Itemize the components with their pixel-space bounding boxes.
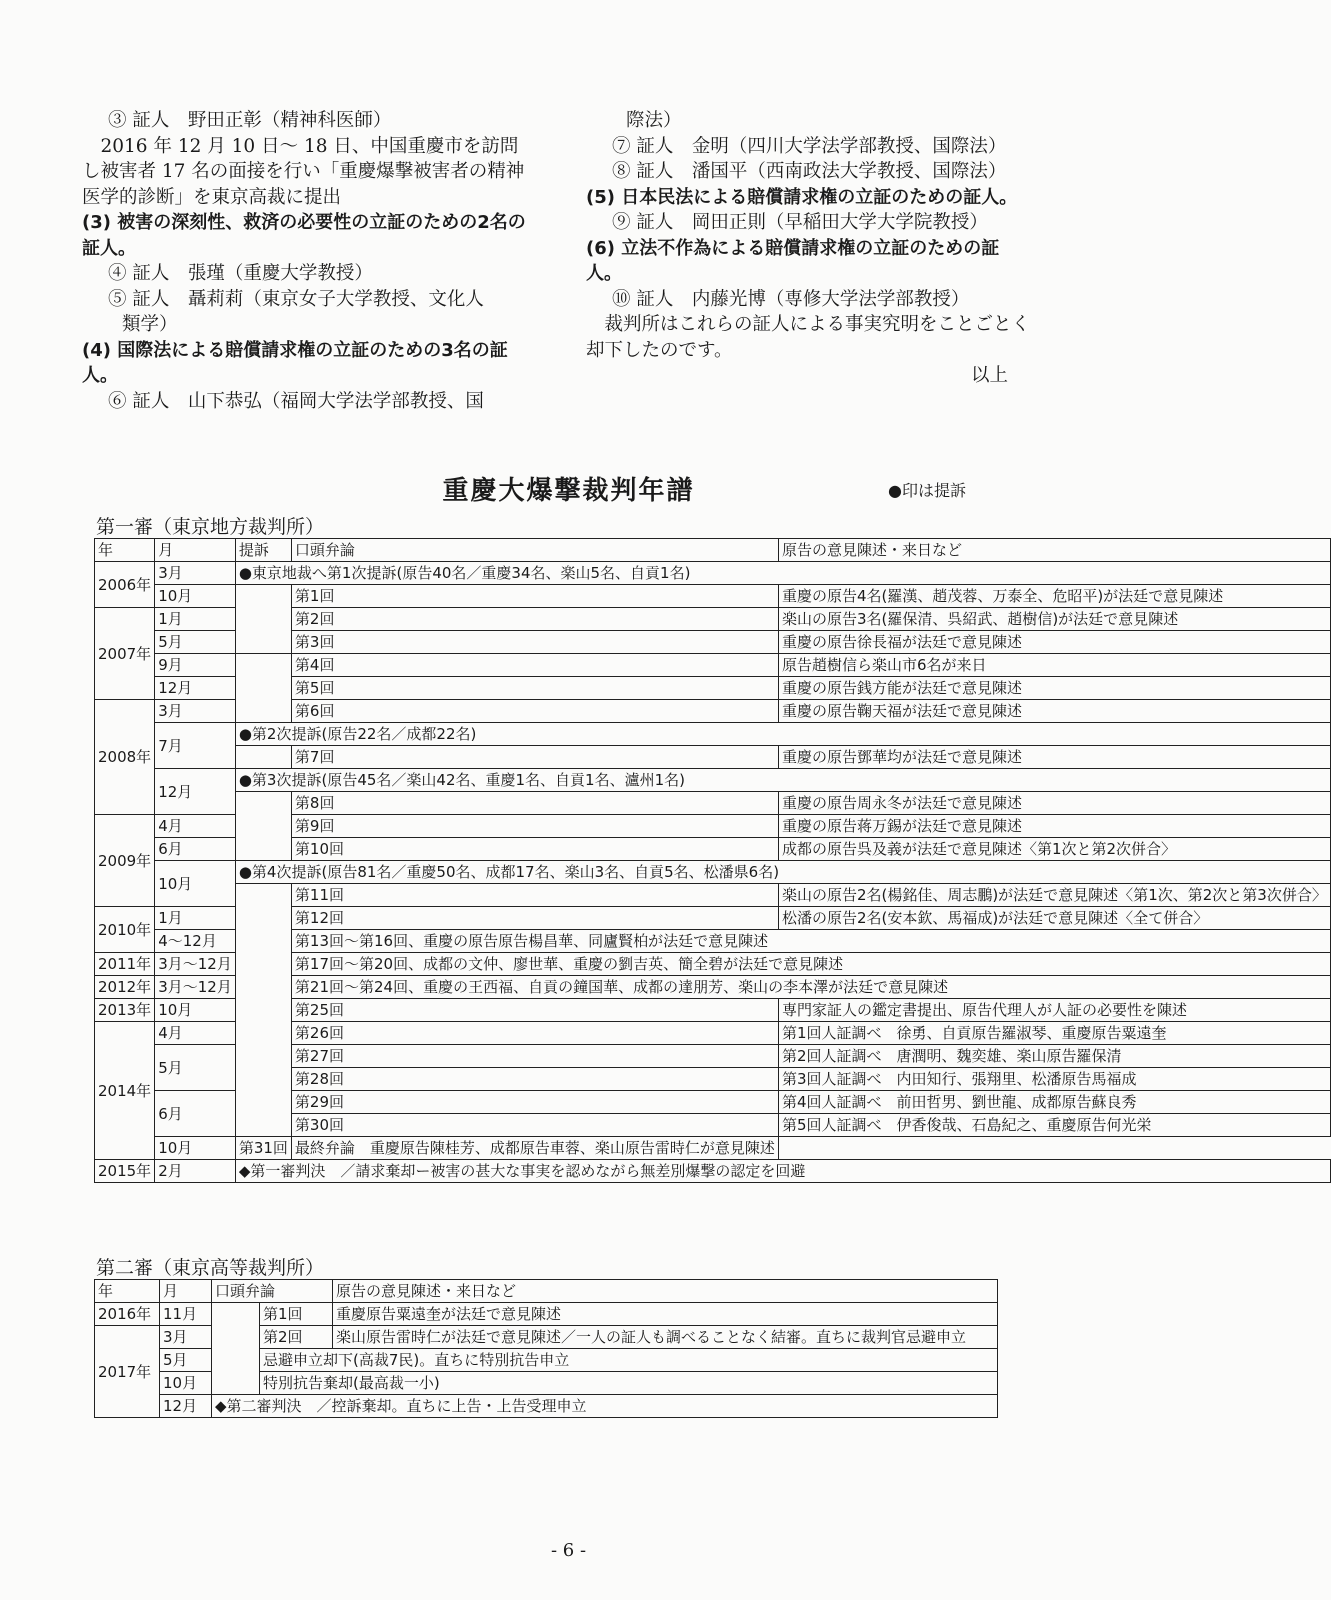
table-cell: 10月 [155, 1137, 236, 1160]
table-cell: ●東京地裁へ第1次提訴(原告40名／重慶34名、楽山5名、自貢1名) [235, 562, 1330, 585]
table-cell: 2016年 [95, 1303, 160, 1326]
second-trial-table [94, 1279, 998, 1418]
table-cell: 3月 [155, 562, 236, 585]
table-cell: 2008年 [95, 700, 155, 815]
table-row [95, 539, 1331, 562]
paragraph: 2016 年 12 月 10 日～ 18 日、中国重慶市を訪問し被害者 17 名の面接を行い「重慶爆撃被害者の精神医学的診断」を東京高裁に提出 [82, 135, 525, 208]
table-cell: ●第3次提訴(原告45名／楽山42名、重慶1名、自貢1名、瀘州1名) [235, 769, 1330, 792]
table-cell: 専門家証人の鑑定書提出、原告代理人が人証の必要性を陳述 [778, 999, 1330, 1022]
table-cell: 月 [160, 1280, 212, 1303]
table-cell: 忌避申立却下(高裁7民)。直ちに特別抗告申立 [260, 1349, 998, 1372]
paragraph: ④ 証人 張瑾（重慶大学教授） [108, 263, 373, 284]
table-cell: 第9回 [291, 815, 778, 838]
table-cell: 6月 [155, 838, 236, 861]
table-cell [235, 792, 291, 861]
paragraph: ⑨ 証人 岡田正則（早稲田大学大学院教授） [612, 212, 988, 233]
table-cell: 第2回 [260, 1326, 333, 1349]
table-row [95, 769, 1331, 792]
table-cell: 第5回人証調べ 伊香俊哉、石島紀之、重慶原告何光栄 [778, 1114, 1330, 1137]
table-cell: 第17回～第20回、成都の文仲、廖世華、重慶の劉吉英、簡全碧が法廷で意見陳述 [291, 953, 1330, 976]
table-cell: 1月 [155, 907, 236, 930]
table-cell: 重慶の原告周永冬が法廷で意見陳述 [778, 792, 1330, 815]
table-cell: ●第2次提訴(原告22名／成都22名) [235, 723, 1330, 746]
table-row [95, 861, 1331, 884]
table-cell: 2011年 [95, 953, 155, 976]
table-cell [212, 1303, 260, 1395]
table-cell: 10月 [155, 861, 236, 907]
paragraph: 以上 [970, 365, 1008, 386]
table-cell: 重慶の原告鄧華均が法廷で意見陳述 [778, 746, 1330, 769]
table-cell: 第4回人証調べ 前田哲男、劉世龍、成都原告蘇良秀 [778, 1091, 1330, 1114]
paragraph: 類学） [122, 314, 178, 335]
table-cell: 口頭弁論 [212, 1280, 333, 1303]
table-cell: 12月 [155, 769, 236, 815]
paragraph: ⑩ 証人 内藤光博（専修大学法学部教授） [612, 288, 970, 310]
table-cell: 10月 [155, 999, 236, 1022]
table-cell: 第10回 [291, 838, 778, 861]
paragraph: (3) 被害の深刻性、救済の必要性の立証のための2名の証人。 [82, 212, 526, 259]
table-cell: 口頭弁論 [291, 539, 778, 562]
chronology-title: 重慶大爆撃裁判年譜 [442, 476, 695, 506]
first-trial-table [94, 538, 1331, 1183]
table-cell: 10月 [160, 1372, 212, 1395]
paragraph: ⑤ 証人 聶莉莉（東京女子大学教授、文化人 [108, 288, 484, 310]
table-cell [235, 746, 291, 769]
paragraph: ⑥ 証人 山下恭弘（福岡大学法学部教授、国 [108, 390, 484, 412]
left-column [82, 108, 528, 414]
table-cell: 第28回 [291, 1068, 778, 1091]
table-cell: 3月～12月 [155, 976, 236, 999]
table-cell: 最終弁論 重慶原告陳桂芳、成都原告車蓉、楽山原告雷時仁が意見陳述 [291, 1137, 778, 1160]
table-cell: 2006年 [95, 562, 155, 608]
table-cell: 提訴 [235, 539, 291, 562]
table-cell: 12月 [155, 677, 236, 700]
table-cell: 第4回 [291, 654, 778, 677]
table-cell: 5月 [155, 1045, 236, 1091]
table-row [95, 654, 1331, 677]
table-cell: 特別抗告棄却(最高裁一小) [260, 1372, 998, 1395]
table-cell: 2月 [155, 1160, 236, 1183]
table-cell: 3月 [155, 700, 236, 723]
table-cell: 9月 [155, 654, 236, 677]
paragraph: ⑦ 証人 金明（四川大学法学部教授、国際法） [612, 135, 1007, 157]
table-cell: 2012年 [95, 976, 155, 999]
table-cell: 2007年 [95, 608, 155, 700]
table-cell: 第21回～第24回、重慶の王西福、自貢の鐘国華、成都の達朋芳、楽山の李本澤が法廷で意見陳述 [291, 976, 1330, 999]
table-cell: 重慶の原告鞠天福が法廷で意見陳述 [778, 700, 1330, 723]
table-cell: 原告の意見陳述・来日など [333, 1280, 998, 1303]
table-cell: 楽山の原告3名(羅保清、呉紹武、趙樹信)が法廷で意見陳述 [778, 608, 1330, 631]
table-cell: 第1回 [291, 585, 778, 608]
paragraph: ③ 証人 野田正彰（精神科医師） [108, 110, 392, 131]
table-cell: 年 [95, 1280, 160, 1303]
table-cell: 第8回 [291, 792, 778, 815]
table-cell: 2017年 [95, 1326, 160, 1418]
table-row [95, 792, 1331, 815]
table-cell: 5月 [155, 631, 236, 654]
table-cell: 第12回 [291, 907, 778, 930]
table-cell: 年 [95, 539, 155, 562]
table-cell: 12月 [160, 1395, 212, 1418]
table-cell: 第1回人証調べ 徐勇、自貢原告羅淑琴、重慶原告粟遠奎 [778, 1022, 1330, 1045]
paragraph: ⑧ 証人 潘国平（西南政法大学教授、国際法） [612, 161, 1007, 182]
table-row [95, 723, 1331, 746]
table-cell: 3月 [160, 1326, 212, 1349]
page-number: - 6 - [550, 1540, 587, 1561]
table-cell [235, 654, 291, 723]
table-cell: 重慶原告粟遠奎が法廷で意見陳述 [333, 1303, 998, 1326]
right-column [586, 108, 1030, 389]
table-cell: 第3回人証調べ 内田知行、張翔里、松潘原告馬福成 [778, 1068, 1330, 1091]
paragraph: (4) 国際法による賠償請求権の立証のための3名の証人。 [82, 339, 508, 386]
table-cell: 6月 [155, 1091, 236, 1137]
paragraph: (6) 立法不作為による賠償請求権の立証のための証人。 [586, 237, 1000, 284]
table-row [95, 884, 1331, 907]
table-cell: 2010年 [95, 907, 155, 953]
table-cell: 第6回 [291, 700, 778, 723]
table-cell: 第25回 [291, 999, 778, 1022]
table-cell: 2015年 [95, 1160, 155, 1183]
paragraph: (5) 日本民法による賠償請求権の立証のための証人。 [586, 186, 1018, 208]
table-cell: 第7回 [291, 746, 778, 769]
table-cell: 4月 [155, 1022, 236, 1045]
table-cell: 楽山原告雷時仁が法廷で意見陳述／一人の証人も調べることなく結審。直ちに裁判官忌避申立 [333, 1326, 998, 1349]
table-cell: 楽山の原告2名(楊銘佳、周志鵬)が法廷で意見陳述〈第1次、第2次と第3次併合〉 [778, 884, 1330, 907]
table-cell: 11月 [160, 1303, 212, 1326]
table-cell: ◆第二審判決 ／控訴棄却。直ちに上告・上告受理申立 [212, 1395, 998, 1418]
table-row [95, 1395, 998, 1418]
table-cell: 第11回 [291, 884, 778, 907]
table-cell: 原告の意見陳述・来日など [778, 539, 1330, 562]
table-cell: 月 [155, 539, 236, 562]
table-row [95, 1280, 998, 1303]
table-row [95, 562, 1331, 585]
table-cell: 第13回～第16回、重慶の原告原告楊昌華、同廬賢柏が法廷で意見陳述 [291, 930, 1330, 953]
table-cell: 第2回 [291, 608, 778, 631]
paragraph: 裁判所はこれらの証人による事実究明をことごとく却下したのです。 [586, 314, 1031, 361]
table-cell: 第31回 [235, 1137, 291, 1160]
table-cell: ◆第一審判決 ／請求棄却ー被害の甚大な事実を認めながら無差別爆撃の認定を回避 [235, 1160, 1330, 1183]
paragraph: 際法） [626, 110, 682, 131]
table-cell: 5月 [160, 1349, 212, 1372]
table-cell: 第29回 [291, 1091, 778, 1114]
table-cell: 4～12月 [155, 930, 236, 953]
table-cell: 2013年 [95, 999, 155, 1022]
table-row [95, 585, 1331, 608]
table-cell: 重慶の原告蒋万錫が法廷で意見陳述 [778, 815, 1330, 838]
table-cell: 重慶の原告徐長福が法廷で意見陳述 [778, 631, 1330, 654]
table-row [95, 1137, 1331, 1160]
table-cell [235, 585, 291, 654]
table-cell: ●第4次提訴(原告81名／重慶50名、成都17名、楽山3名、自貢5名、松潘県6名) [235, 861, 1330, 884]
table-cell: 成都の原告呉及義が法廷で意見陳述〈第1次と第2次併合〉 [778, 838, 1330, 861]
table-cell: 第3回 [291, 631, 778, 654]
table-cell: 第1回 [260, 1303, 333, 1326]
first-trial-heading: 第一審（東京地方裁判所） [96, 516, 325, 538]
second-trial-heading: 第二審（東京高等裁判所） [96, 1257, 325, 1279]
table-cell: 重慶の原告4名(羅漢、趙茂蓉、万泰全、危昭平)が法廷で意見陳述 [778, 585, 1330, 608]
table-cell [235, 884, 291, 1137]
table-cell: 第30回 [291, 1114, 778, 1137]
table-cell: 1月 [155, 608, 236, 631]
table-row [95, 746, 1331, 769]
table-cell: 10月 [155, 585, 236, 608]
table-cell: 3月～12月 [155, 953, 236, 976]
table-cell: 4月 [155, 815, 236, 838]
table-row [95, 1160, 1331, 1183]
table-cell: 第27回 [291, 1045, 778, 1068]
table-cell: 第2回人証調べ 唐潤明、魏奕雄、楽山原告羅保清 [778, 1045, 1330, 1068]
table-cell: 原告趙樹信ら楽山市6名が来日 [778, 654, 1330, 677]
table-cell: 2014年 [95, 1022, 155, 1160]
table-cell: 第26回 [291, 1022, 778, 1045]
table-cell: 7月 [155, 723, 236, 769]
table-cell: 第5回 [291, 677, 778, 700]
table-cell: 重慶の原告銭方能が法廷で意見陳述 [778, 677, 1330, 700]
table-row [95, 1303, 998, 1326]
legend-note: ●印は提訴 [888, 481, 966, 500]
table-cell: 2009年 [95, 815, 155, 907]
table-cell: 松潘の原告2名(安本欽、馬福成)が法廷で意見陳述〈全て併合〉 [778, 907, 1330, 930]
